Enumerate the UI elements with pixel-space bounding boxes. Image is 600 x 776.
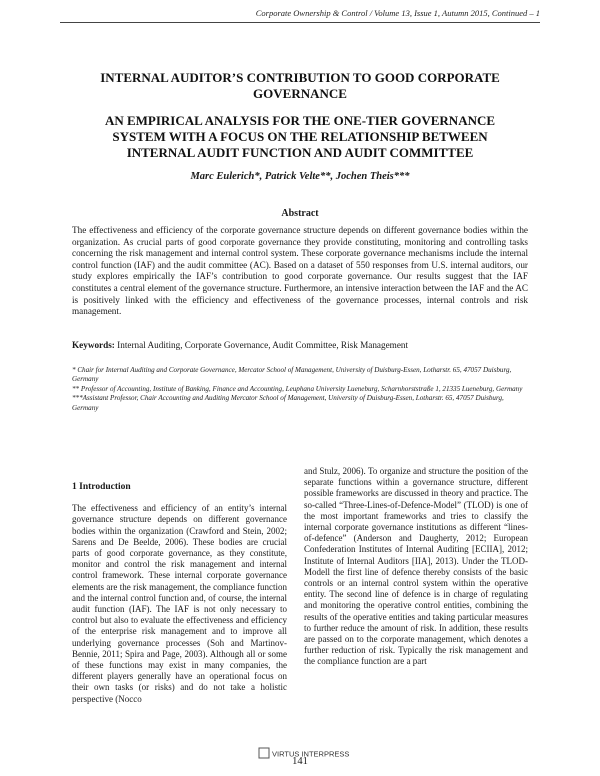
article-subtitle: AN EMPIRICAL ANALYSIS FOR THE ONE-TIER GOVERNANCE SYSTEM WITH A FOCUS ON THE RELATIONSHIP BETWEEN INTERNAL AUDIT FUNCTION AND AUDIT COMMITTEE [104, 113, 496, 160]
section-heading-introduction: 1 Introduction [72, 482, 131, 492]
abstract-heading: Abstract [281, 208, 319, 219]
footnote-1: * Chair for Internal Auditing and Corporate Governance, Mercator School of Management, University of Duisburg-Essen, Lotharstr. 65, 47057 Duisburg, Germany [72, 366, 512, 384]
author-list: Marc Eulerich*, Patrick Velte**, Jochen Theis*** [190, 171, 410, 182]
abstract-text: The effectiveness and efficiency of the corporate governance structure depends on different governance bodies within the organization. As crucial parts of good corporate governance they provide constituting, monitoring and controlling tasks concerning the risk management and internal control system. These corporate governance mechanisms include the internal control function (IAF) and the audit committee (AC). Based on a dataset of 550 responses from U.S. internal auditors, our study explores empirically the IAF’s contribution to good corporate governance. Our results suggest that the IAF constitutes a central element of the governance structure. Furthermore, an intensive interaction between the IAF and the AC is positively linked with the efficiency and effectiveness of the governance processes, internal controls and risk management. [72, 225, 528, 317]
keywords-label: Keywords: [72, 340, 115, 350]
header-rule [60, 22, 540, 23]
page-number: 141 [292, 756, 308, 767]
introduction-text-left: The effectiveness and efficiency of an entity’s internal governance structure depends on different governance bodies within the organization (Crawford and Stein, 2002; Sarens and De Beelde, 2006). These bodies are crucial parts of good corporate governance, as they constitute, monitor and control the risk management and internal control framework. These internal corporate governance elements are the risk management, the compliance function and the internal control function and, of course, the internal audit function (IAF). The IAF is not only necessary to control but also to evaluate the effectiveness and efficiency of the enterprise risk management and to improve all underlying governance processes (Soh and Martinov-Bennie, 2011; Spira and Page, 2003). Although all or some of these functions may exist in many companies, the different players generally have an operational focus on their own tasks (or risks) and do not take a holistic perspective (Nocco [72, 503, 287, 704]
body-column-left [72, 482, 287, 705]
body-column-right [304, 466, 528, 668]
running-head: Corporate Ownership & Control / Volume 13, Issue 1, Autumn 2015, Continued – 1 [255, 8, 540, 18]
article-title: INTERNAL AUDITOR’S CONTRIBUTION TO GOOD CORPORATE GOVERNANCE [100, 70, 500, 101]
keywords-text: Internal Auditing, Corporate Governance, Audit Committee, Risk Management [117, 340, 409, 350]
keywords-line [72, 340, 528, 350]
introduction-text-right: and Stulz, 2006). To organize and structure the position of the separate functions within a governance structure, different possible frameworks are discussed in theory and practice. The so-called “Three-Lines-of-Defence-Model” (TLOD) is one of the most important frameworks and tries to classify the internal corporate governance institutions as different “lines-of-defence” (Anderson and Daugherty, 2012; European Confederation Institutes of Internal Auditing [ECIIA], 2012; Institute of Internal Auditors [IIA], 2013). Under the TLOD-Modell the first line of defence thereby consists of the basic controls or an internal control system within the operative entity. The second line of defence is in charge of regulating and monitoring the operative control entities, combining the results of the operative entities and taking particular measures to further reduce the amount of risk. In addition, these results are passed on to the corporate management, which denotes a further reduction of risk. Typically the risk management and the compliance function are a part [304, 466, 528, 667]
footnote-2: ** Professor of Accounting, Institute of Banking, Finance and Accounting, Leuphana University Lueneburg, Scharnhorststraße 1, 21335 Lueneburg, Germany [72, 384, 523, 393]
publisher-logo-text: VIRTUS INTERPRESS [272, 749, 350, 759]
author-footnotes [72, 366, 528, 413]
footnote-3: ***Assistant Professor, Chair Accounting and Auditing Mercator School of Management, University of Duisburg-Essen, Lotharstr. 65, 47057 Duisburg, Germany [72, 394, 504, 412]
